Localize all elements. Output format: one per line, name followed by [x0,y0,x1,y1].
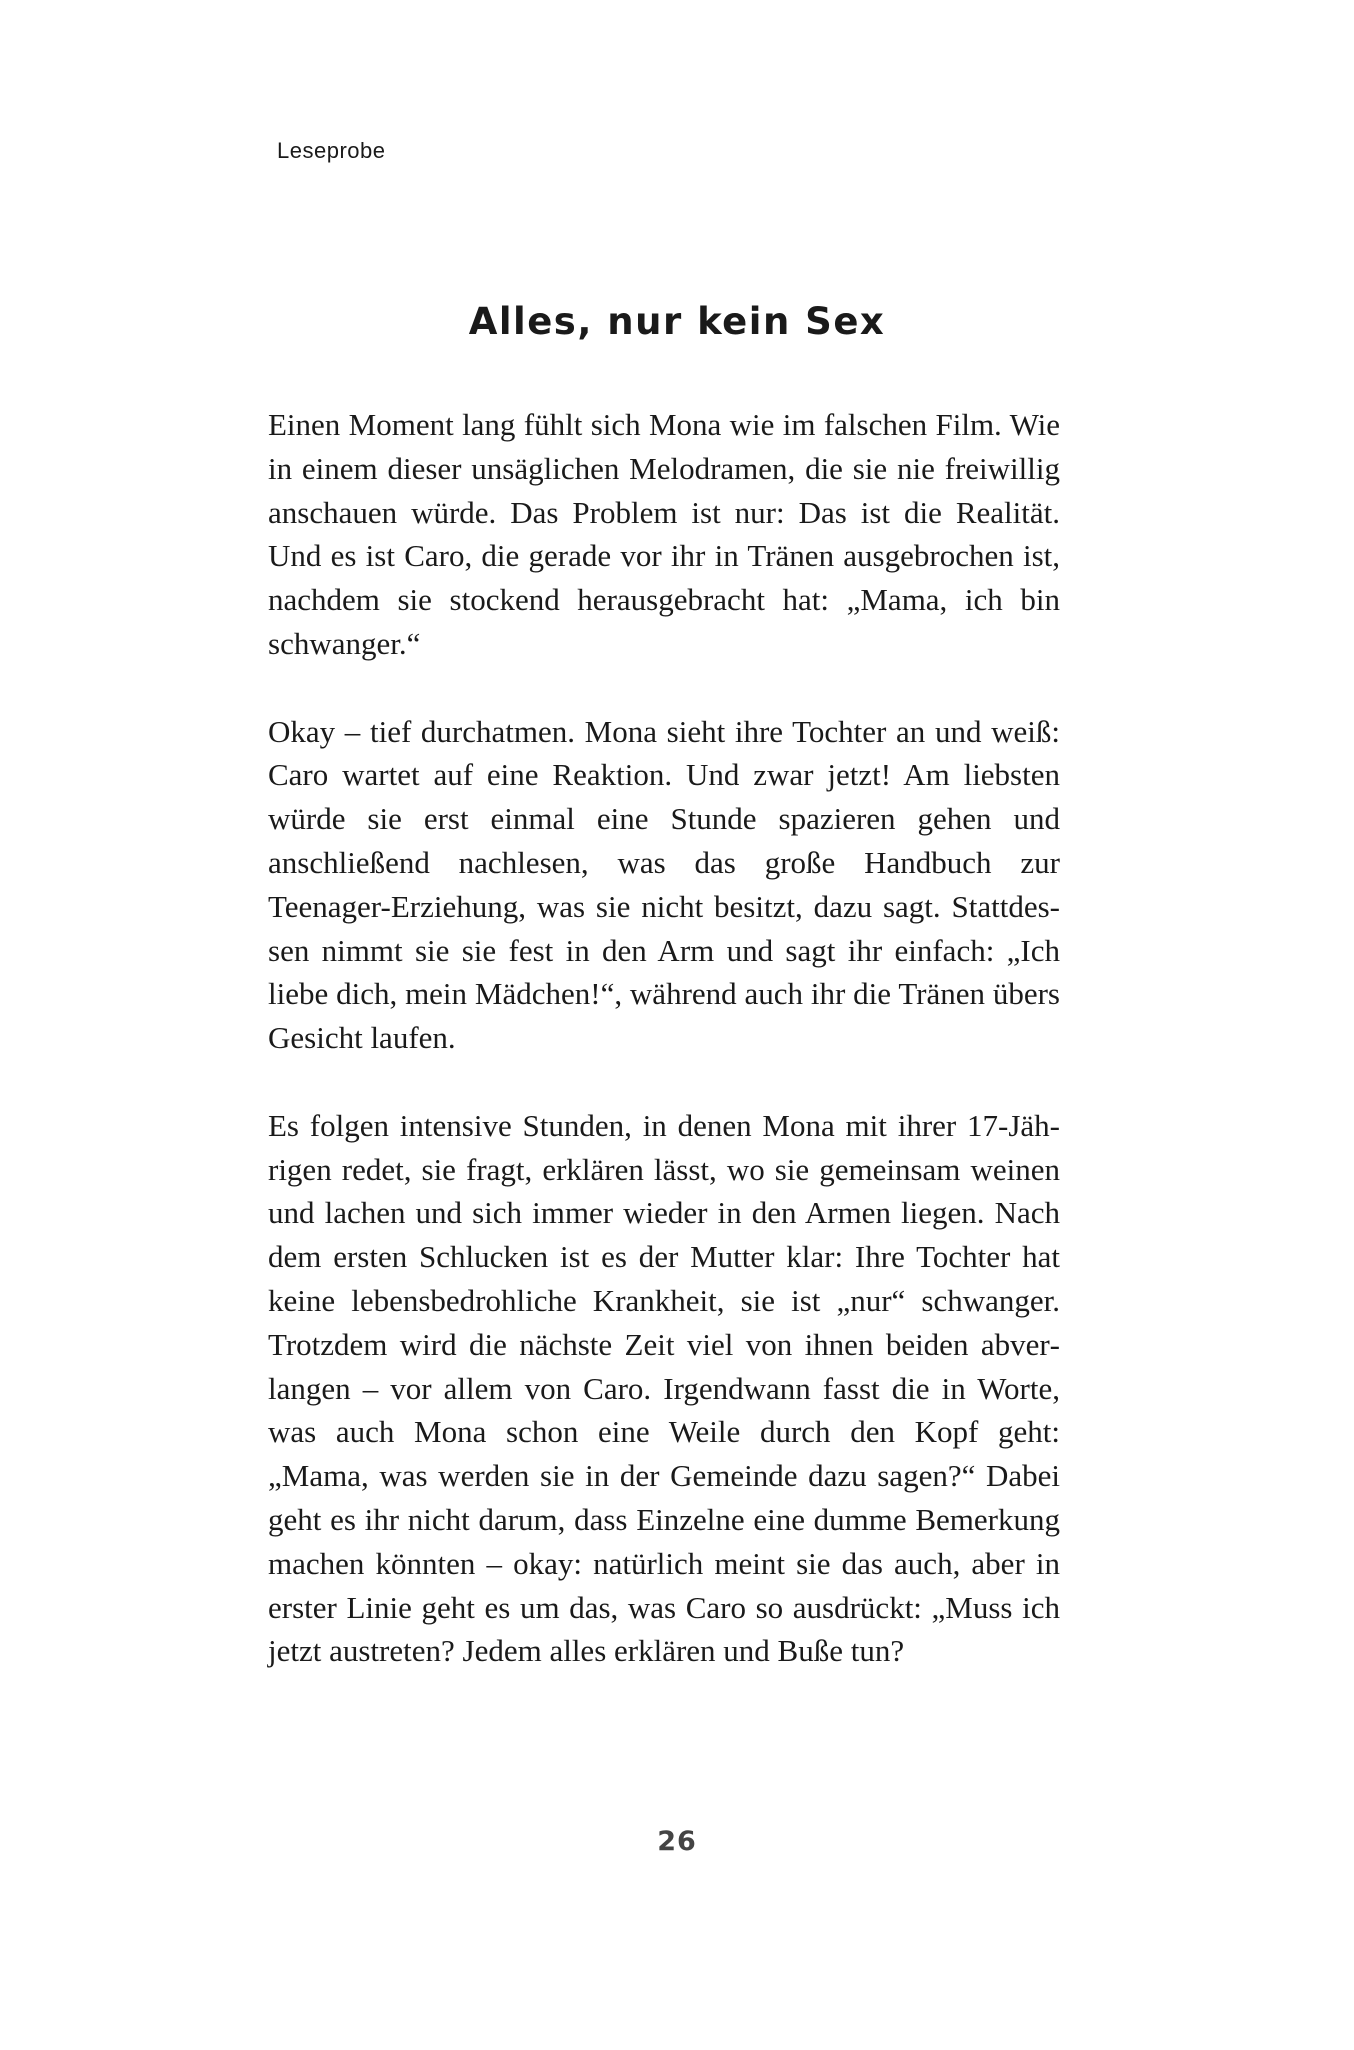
paragraph: Es folgen intensive Stunden, in denen Mona mit ihrer 17-Jährigen redet, sie fragt, erklären lässt, wo sie gemeinsam weinen und lachen und sich immer wieder in den Armen liegen. Nach dem ersten Schlucken ist es der Mutter klar: Ihre Tochter hat keine lebensbedrohliche Krankheit, sie ist „nur“ schwanger. Trotzdem wird die nächste Zeit viel von ihnen beiden abverlangen – vor allem von Caro. Irgendwann fasst die in Worte, was auch Mona schon eine Weile durch den Kopf geht: „Mama, was werden sie in der Gemeinde dazu sagen?“ Dabei geht es ihr nicht darum, dass Einzelne eine dumme Bemerkung machen könnten – okay: natürlich meint sie das auch, aber in erster Linie geht es um das, was Caro so ausdrückt: „Muss ich jetzt austreten? Jedem alles erklären und Buße tun? [268,1107,1060,1669]
chapter-title: Alles, nur kein Sex [468,300,886,343]
paragraph: Einen Moment lang fühlt sich Mona wie im falschen Film. Wie in einem dieser unsäglichen Melodramen, die sie nie freiwillig anschauen würde. Das Problem ist nur: Das ist die Realität. Und es ist Caro, die gerade vor ihr in Tränen ausgebrochen ist, nachdem sie stockend herausgebracht hat: „Mama, ich bin schwanger.“ [268,407,1060,661]
body-text [268,403,1060,1673]
page-number: 26 [657,1826,697,1857]
running-header: Leseprobe [277,138,386,163]
paragraph: Okay – tief durchatmen. Mona sieht ihre Tochter an und weiß: Caro wartet auf eine Reaktion. Und zwar jetzt! Am liebsten würde sie erst einmal eine Stunde spazieren gehen und anschließend nachlesen, was das große Handbuch zur Teenager-Erziehung, was sie nicht besitzt, dazu sagt. Stattdessen nimmt sie sie fest in den Arm und sagt ihr einfach: „Ich liebe dich, mein Mädchen!“, während auch ihr die Tränen übers Gesicht laufen. [268,713,1060,1056]
